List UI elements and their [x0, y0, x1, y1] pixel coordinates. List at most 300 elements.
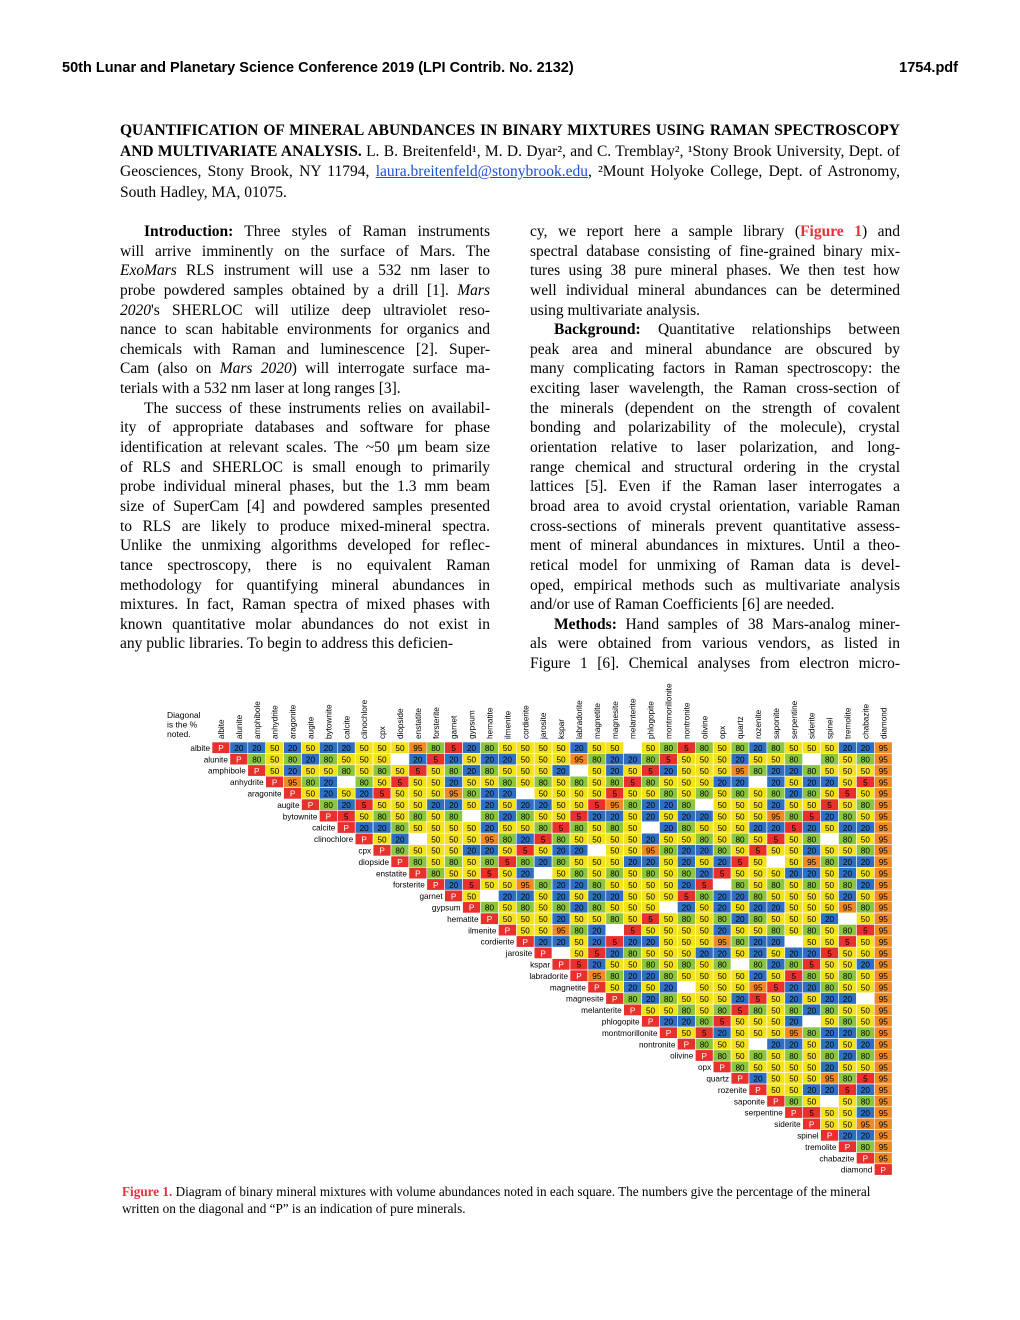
- cell-value: 95: [449, 789, 459, 799]
- cell-value: 80: [574, 823, 584, 833]
- matrix-cell: [516, 788, 534, 799]
- cell-value: 20: [574, 846, 584, 856]
- cell-value: 50: [610, 835, 620, 845]
- cell-value: 50: [789, 835, 799, 845]
- cell-value: 50: [359, 766, 369, 776]
- cell-value: 95: [520, 880, 530, 890]
- cell-value: 20: [628, 972, 638, 982]
- column-header: garnet: [449, 715, 459, 739]
- cell-value: 50: [860, 949, 870, 959]
- cell-value: 20: [789, 766, 799, 776]
- cell-value: 5: [863, 926, 868, 936]
- matrix-cell: [713, 879, 731, 890]
- matrix-cell: [749, 776, 767, 787]
- cell-value: 50: [824, 1108, 835, 1118]
- cell-value: 50: [645, 1006, 656, 1016]
- cell-value: 95: [824, 1074, 835, 1084]
- column-header: phlogopite: [646, 701, 656, 739]
- cell-value: 80: [771, 744, 781, 754]
- cell-value: 20: [574, 744, 584, 754]
- cell-value: 50: [681, 835, 691, 845]
- cell-value: 20: [681, 846, 691, 856]
- cell-value: 50: [699, 778, 709, 788]
- cell-value: 50: [699, 960, 709, 970]
- cell-value: 95: [878, 1006, 888, 1016]
- cell-value: 50: [431, 766, 441, 776]
- cell-value: 50: [681, 778, 691, 788]
- cell-value: 5: [558, 823, 564, 833]
- cell-value: 50: [538, 755, 548, 765]
- cell-value: 20: [717, 778, 727, 788]
- cell-value: 50: [466, 835, 477, 845]
- corner-label: is the %: [167, 719, 198, 730]
- text-line: size of SuperCam [4] and powdered samples presented: [120, 497, 490, 515]
- cell-value: 50: [502, 880, 512, 890]
- cell-value: 80: [538, 880, 548, 890]
- cell-value: 80: [449, 766, 459, 776]
- cell-value: 95: [574, 755, 584, 765]
- text-line: to RLS are likely to produce mixed-mineral spectra.: [120, 517, 490, 535]
- cell-value: 5: [684, 892, 689, 902]
- cell-value: P: [576, 972, 582, 982]
- cell-value: 50: [628, 766, 638, 776]
- cell-value: 95: [878, 994, 888, 1004]
- matrix-cell: [552, 947, 570, 958]
- caption-label: Figure 1.: [122, 1184, 173, 1199]
- cell-value: 50: [681, 937, 691, 947]
- cell-value: 50: [735, 926, 745, 936]
- text-line: mixtures. In fact, Raman spectra of mixed phases with: [120, 596, 490, 614]
- cell-value: 80: [305, 778, 316, 788]
- cell-value: P: [880, 1165, 886, 1175]
- column-header: gypsum: [467, 710, 477, 739]
- cell-value: 5: [469, 880, 474, 890]
- cell-value: 50: [824, 892, 835, 902]
- cell-value: 80: [431, 744, 441, 754]
- cell-value: 20: [789, 994, 799, 1004]
- cell-value: 50: [520, 778, 530, 788]
- cell-value: 20: [645, 972, 656, 982]
- cell-value: 50: [556, 801, 566, 811]
- cell-value: 5: [576, 812, 582, 822]
- cell-value: 5: [773, 983, 779, 993]
- cell-value: 50: [502, 869, 512, 879]
- row-label: phlogopite: [601, 1017, 640, 1027]
- cell-value: 50: [789, 903, 799, 913]
- text-line: als were obtained from various vendors, as listed in: [530, 635, 900, 653]
- cell-value: 50: [681, 972, 691, 982]
- cell-value: 50: [735, 1017, 745, 1027]
- cell-value: 20: [556, 880, 566, 890]
- cell-value: 20: [592, 892, 602, 902]
- cell-value: P: [719, 1063, 725, 1073]
- cell-value: 50: [538, 892, 548, 902]
- cell-value: 80: [592, 755, 602, 765]
- column-header: alunite: [234, 714, 244, 739]
- cell-value: 50: [663, 835, 674, 845]
- matrix-cell: [677, 981, 695, 992]
- text-line: ment of mineral abundances in mixtures. Until a theo-: [530, 537, 900, 555]
- cell-value: 50: [538, 789, 548, 799]
- cell-value: 20: [753, 744, 763, 754]
- cell-value: 20: [556, 915, 566, 925]
- cell-value: 5: [522, 846, 528, 856]
- cell-value: 50: [771, 869, 781, 879]
- cell-value: 50: [753, 812, 763, 822]
- cell-value: 50: [699, 937, 709, 947]
- cell-value: 50: [520, 823, 530, 833]
- cell-value: 50: [717, 835, 727, 845]
- cell-value: 50: [592, 858, 602, 868]
- cell-value: 20: [520, 835, 530, 845]
- cell-value: 50: [538, 926, 548, 936]
- text-line: methodology for quantifying mineral abundances in: [120, 576, 490, 594]
- cell-value: 50: [270, 755, 280, 765]
- cell-value: 20: [735, 915, 745, 925]
- column-header: siderite: [807, 712, 817, 739]
- caption-text: Diagram of binary mineral mixtures with volume abundances noted in each square. The numbers give the percentage of the mineral written on the diagonal and “P” is an indication of pure minerals.: [122, 1184, 871, 1216]
- cell-value: 20: [556, 766, 566, 776]
- cell-value: 50: [753, 858, 763, 868]
- matrix-cell: [642, 822, 660, 833]
- cell-value: 50: [645, 903, 656, 913]
- cell-value: 50: [466, 801, 477, 811]
- cell-value: 20: [717, 1029, 727, 1039]
- cell-value: 50: [520, 766, 530, 776]
- cell-value: P: [450, 892, 457, 902]
- cell-value: 80: [484, 903, 495, 913]
- cell-value: 50: [574, 937, 584, 947]
- row-label: labradorite: [529, 971, 568, 981]
- cell-value: 80: [699, 1017, 709, 1027]
- cell-value: 50: [377, 744, 387, 754]
- cell-value: P: [737, 1074, 743, 1084]
- row-label: montmorillonite: [601, 1028, 658, 1038]
- cell-value: 50: [538, 812, 548, 822]
- cell-value: 50: [842, 801, 853, 811]
- row-label: magnesite: [566, 994, 604, 1004]
- cell-value: 50: [610, 858, 620, 868]
- cell-value: 50: [860, 1017, 870, 1027]
- cell-value: 80: [341, 766, 351, 776]
- row-label: alunite: [203, 755, 228, 765]
- cell-value: 50: [574, 892, 584, 902]
- cell-value: P: [254, 766, 260, 776]
- cell-value: 95: [717, 937, 727, 947]
- cell-value: 95: [878, 835, 888, 845]
- cell-value: 50: [628, 789, 638, 799]
- cell-value: 20: [789, 983, 799, 993]
- cell-value: 50: [520, 755, 530, 765]
- text-line: ExoMars RLS instrument will use a 532 nm laser to: [120, 262, 490, 280]
- cell-value: 80: [771, 926, 781, 936]
- matrix-cell: [803, 753, 821, 764]
- cell-value: 50: [556, 812, 566, 822]
- cell-value: 5: [630, 926, 635, 936]
- cell-value: 50: [824, 869, 835, 879]
- text-line: well individual mineral abundances can be determined: [530, 281, 900, 299]
- cell-value: 50: [431, 812, 441, 822]
- cell-value: 80: [628, 801, 638, 811]
- text-line: The success of these instruments relies on availabil-: [144, 399, 490, 417]
- text-line: range chemical and structural ordering in the crystal: [530, 458, 900, 476]
- cell-value: 95: [484, 835, 495, 845]
- cell-value: 80: [574, 778, 584, 788]
- cell-value: P: [683, 1040, 690, 1050]
- column-header: rozenite: [753, 709, 763, 739]
- cell-value: 20: [663, 766, 674, 776]
- text-line: Cam (also on Mars 2020) will interrogate surface ma-: [120, 360, 491, 378]
- cell-value: P: [612, 994, 618, 1004]
- cell-value: 50: [842, 1006, 853, 1016]
- cell-value: 20: [824, 778, 835, 788]
- cell-value: 20: [305, 755, 316, 765]
- cell-value: 80: [663, 789, 674, 799]
- matrix-cell: [785, 936, 803, 947]
- cell-value: 20: [807, 1086, 817, 1096]
- cell-value: 20: [717, 892, 727, 902]
- cell-value: 20: [807, 1006, 817, 1016]
- cell-value: 50: [807, 1074, 817, 1084]
- cell-value: 50: [520, 926, 530, 936]
- cell-value: 50: [431, 823, 441, 833]
- cell-value: 80: [842, 1074, 853, 1084]
- matrix-cell: [534, 867, 552, 878]
- cell-value: 20: [502, 789, 512, 799]
- cell-value: 80: [753, 1006, 763, 1016]
- cell-value: 5: [505, 858, 510, 868]
- cell-value: 50: [610, 960, 620, 970]
- cell-value: 5: [630, 778, 635, 788]
- cell-value: 80: [520, 903, 530, 913]
- cell-value: 95: [878, 1051, 888, 1061]
- cell-value: 95: [610, 801, 620, 811]
- cell-value: 50: [323, 766, 333, 776]
- cell-value: 95: [878, 1029, 888, 1039]
- cell-value: 50: [789, 846, 799, 856]
- cell-value: 20: [735, 892, 745, 902]
- cell-value: 50: [449, 869, 459, 879]
- cell-value: 20: [377, 823, 387, 833]
- cell-value: 5: [863, 1074, 868, 1084]
- cell-value: 5: [648, 915, 653, 925]
- cell-value: 50: [466, 778, 477, 788]
- cell-value: 20: [753, 823, 763, 833]
- cell-value: 80: [449, 812, 459, 822]
- cell-value: 80: [592, 903, 602, 913]
- cell-value: 80: [645, 778, 656, 788]
- cell-value: 20: [807, 869, 817, 879]
- matrix-cell: [821, 833, 839, 844]
- cell-value: 95: [771, 812, 781, 822]
- cell-value: 50: [663, 1006, 674, 1016]
- cell-value: 50: [842, 846, 853, 856]
- cell-value: 20: [538, 801, 548, 811]
- cell-value: 80: [717, 1006, 727, 1016]
- cell-value: 80: [413, 812, 423, 822]
- row-label: chabazite: [819, 1154, 855, 1164]
- cell-value: 50: [699, 766, 709, 776]
- cell-value: P: [415, 869, 421, 879]
- cell-value: 80: [449, 858, 459, 868]
- column-header: diopside: [395, 708, 405, 739]
- cell-value: 50: [449, 835, 459, 845]
- cell-value: P: [540, 949, 546, 959]
- cell-value: 50: [592, 823, 602, 833]
- cell-value: 50: [699, 823, 709, 833]
- cell-value: 50: [717, 812, 727, 822]
- cell-value: 80: [359, 778, 369, 788]
- column-header: saponite: [771, 708, 781, 739]
- cell-value: 20: [753, 1074, 763, 1084]
- cell-value: 20: [771, 937, 781, 947]
- cell-value: 80: [287, 755, 298, 765]
- cell-value: 80: [860, 846, 870, 856]
- cell-value: 50: [645, 744, 656, 754]
- cell-value: 50: [484, 880, 495, 890]
- cell-value: 50: [628, 880, 638, 890]
- cell-value: 80: [789, 812, 799, 822]
- authors: L. B. Breitenfeld¹, M. D. Dyar², and C. Tremblay²,: [366, 142, 684, 160]
- affiliation-1: ¹Stony Brook University, Dept. of Geosciences, Stony Brook, NY 11794,: [120, 142, 901, 180]
- cell-value: 50: [717, 994, 727, 1004]
- cell-value: 50: [502, 801, 512, 811]
- cell-value: 50: [377, 835, 387, 845]
- cell-value: 20: [717, 926, 727, 936]
- cell-value: 20: [824, 915, 835, 925]
- cell-value: 80: [252, 755, 262, 765]
- cell-value: 95: [789, 1029, 799, 1039]
- column-header: forsterite: [431, 707, 441, 739]
- cell-value: 20: [717, 949, 727, 959]
- row-label: augite: [277, 800, 300, 810]
- cell-value: 20: [610, 812, 620, 822]
- cell-value: 50: [807, 892, 817, 902]
- cell-value: 80: [807, 789, 817, 799]
- row-label: rozenite: [717, 1085, 747, 1095]
- cell-value: 5: [594, 949, 600, 959]
- cell-value: 50: [860, 972, 870, 982]
- cell-value: 80: [681, 915, 691, 925]
- cell-value: 80: [771, 789, 781, 799]
- cell-value: 50: [359, 744, 369, 754]
- cell-value: 95: [878, 744, 888, 754]
- cell-value: 50: [663, 960, 674, 970]
- paper-title: QUANTIFICATION OF MINERAL ABUNDANCES IN BINARY MIXTURES USING RAMAN SPECTROSCOPY AND MULTIVARIATE ANALYSIS.: [120, 122, 900, 160]
- matrix-cell: [570, 765, 588, 776]
- cell-value: 50: [753, 789, 763, 799]
- text-line: the minerals (dependent on the strength of covalent: [530, 399, 900, 417]
- cell-value: 80: [824, 858, 835, 868]
- cell-value: 50: [789, 892, 799, 902]
- column-header: cpx: [378, 726, 388, 739]
- corner-label: noted.: [167, 729, 191, 739]
- cell-value: 50: [735, 903, 745, 913]
- cell-value: 50: [466, 823, 477, 833]
- cell-value: 20: [520, 801, 530, 811]
- row-label: cpx: [358, 846, 372, 856]
- cell-value: 20: [824, 812, 835, 822]
- cell-value: 50: [628, 812, 638, 822]
- cell-value: 50: [663, 880, 674, 890]
- cell-value: 80: [538, 823, 548, 833]
- cell-value: 50: [824, 937, 835, 947]
- cell-value: 50: [735, 846, 745, 856]
- cell-value: 20: [502, 892, 512, 902]
- text-line: orientation relative to laser polarization, and long-: [530, 439, 900, 457]
- row-label: gypsum: [431, 903, 461, 913]
- cell-value: 50: [628, 892, 638, 902]
- cell-value: 20: [466, 744, 477, 754]
- row-label: clinochlore: [314, 835, 354, 845]
- cell-value: 50: [305, 766, 316, 776]
- cell-value: 95: [807, 858, 817, 868]
- cell-value: 20: [681, 812, 691, 822]
- cell-value: 80: [699, 892, 709, 902]
- cell-value: 50: [824, 823, 835, 833]
- text-line: Unlike the unmixing algorithms developed for reflec-: [120, 537, 490, 555]
- cell-value: 50: [717, 983, 727, 993]
- cell-value: 50: [270, 744, 280, 754]
- cell-value: 50: [824, 960, 835, 970]
- cell-value: 50: [395, 744, 405, 754]
- text-line: Introduction: Three styles of Raman instruments: [144, 223, 490, 240]
- cell-value: 5: [612, 937, 618, 947]
- column-header: hematite: [485, 707, 495, 739]
- mineral-mixture-figure: [160, 683, 889, 1184]
- cell-value: 20: [771, 766, 781, 776]
- cell-value: 50: [449, 846, 459, 856]
- cell-value: 80: [860, 1029, 870, 1039]
- cell-value: 80: [574, 926, 584, 936]
- cell-value: 80: [717, 960, 727, 970]
- cell-value: 50: [824, 1017, 835, 1027]
- cell-value: 80: [753, 892, 763, 902]
- cell-value: 95: [878, 789, 888, 799]
- cell-value: 5: [612, 789, 618, 799]
- text-line: Methods: Hand samples of 38 Mars-analog miner-: [554, 615, 900, 633]
- cell-value: 80: [574, 869, 584, 879]
- cell-value: 95: [878, 858, 888, 868]
- cell-value: P: [862, 1154, 869, 1164]
- cell-value: 50: [807, 1063, 817, 1073]
- cell-value: 50: [645, 926, 656, 936]
- cell-value: 20: [663, 1017, 674, 1027]
- cell-value: 80: [753, 1051, 763, 1061]
- cell-value: 95: [878, 766, 888, 776]
- cell-value: 50: [842, 1097, 853, 1107]
- cell-value: 80: [663, 994, 674, 1004]
- cell-value: 50: [574, 858, 584, 868]
- cell-value: 80: [753, 766, 763, 776]
- text-line: probe powdered samples obtained by a drill [1]. Mars: [120, 281, 490, 299]
- column-header: diamond: [879, 707, 889, 739]
- cell-value: 50: [377, 755, 387, 765]
- column-header: kspar: [557, 718, 567, 739]
- text-line: cy, we report here a sample library (Figure 1) and: [530, 223, 901, 240]
- cell-value: 20: [449, 880, 459, 890]
- cell-value: 5: [648, 766, 653, 776]
- cell-value: 50: [735, 812, 745, 822]
- email-link[interactable]: laura.breitenfeld@stonybrook.edu: [375, 163, 588, 180]
- cell-value: 50: [842, 766, 853, 776]
- cell-value: 50: [842, 1040, 853, 1050]
- cell-value: 50: [860, 937, 870, 947]
- cell-value: 80: [842, 880, 853, 890]
- cell-value: 50: [717, 755, 727, 765]
- cell-value: 50: [592, 766, 602, 776]
- cell-value: 50: [377, 778, 387, 788]
